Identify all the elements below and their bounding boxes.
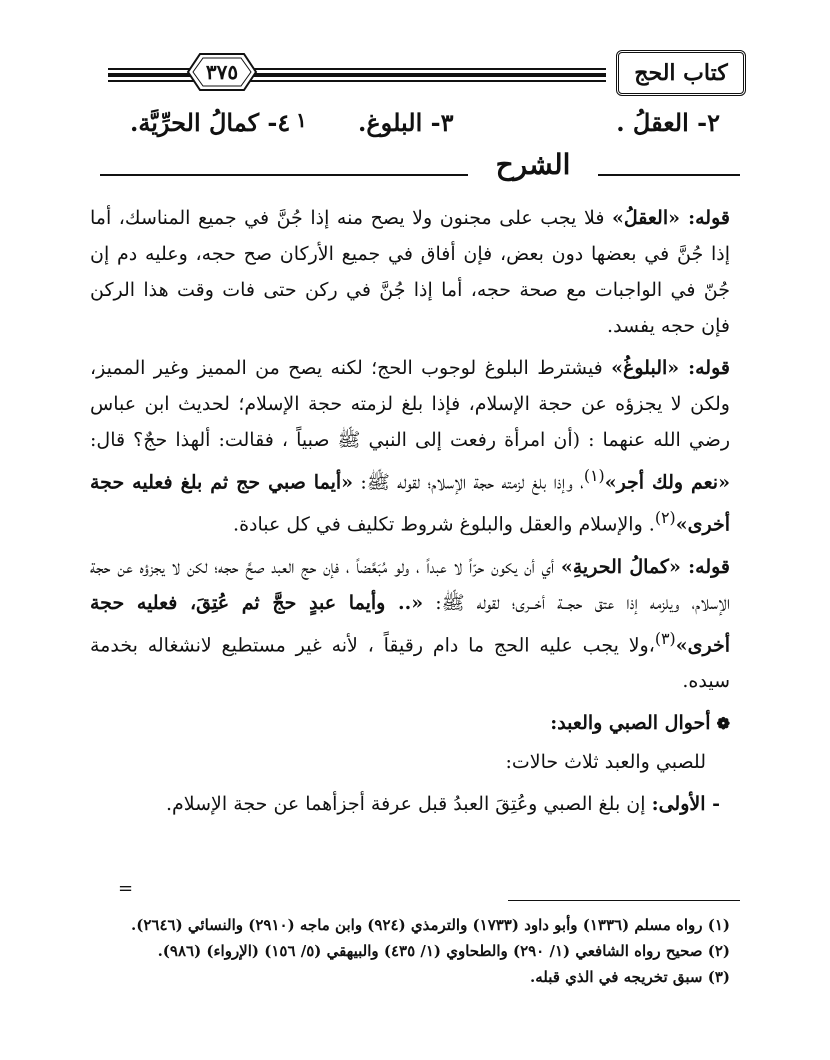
paragraph-text: أي أن يكون حرّاً لا عبداً ، ولو مُبَعَّضاً ، فإن حج العبد صحَّ حجه؛ لكن لا يجزؤه عن حجة الإسلام، ويلزمه إذا عتق حجــة أخــرى؛ لقوله ﷺ: [90,555,730,614]
hadith-quote: «نعم ولك أجر» [604,471,730,494]
condition-2: ٢- العقلُ . [616,108,720,137]
footnote-1: (١) رواه مسلم (١٣٣٦) وأبو داود (١٧٣٣) والترمذي (٩٢٤) وابن ماجه (٢٩١٠) والنسائي (٢٦٤٦). [131,916,730,934]
state-lead: - الأولى: [651,792,720,815]
condition-4: ٤- كمالُ الحرِّيَّة. [130,108,291,137]
footnote-rule [508,900,740,901]
paragraph-text: فلا يجب على مجنون ولا يصح منه إذا جُنَّ في جميع المناسك، أما إذا جُنَّ في بعضها دون بعض، فإن أفاق في جميع الأركان صح حجه، وعليه دم إن جُنّ في الواجبات مع صحة حجه، أما إذا جُنَّ في ركن حتى فات وقت هذا الركن فإن حجه يفسد. [90,207,730,337]
heading-rule-right [598,174,740,176]
state-first [90,786,720,822]
paragraph-hurriya [90,549,730,699]
heading-rule-left [100,174,468,176]
subheading [90,705,730,742]
paragraph-text: فيشترط البلوغ لوجوب الحج؛ لكنه يصح من المميز وغير المميز، ولكن لا يجزؤه عن حجة الإسلام، فإذا بلغ لزمته حجة الإسلام؛ لحديث ابن عباس رضي الله عنهما : (أن امرأة رفعت إلى النبي ﷺ صبياً ، فقالت: ألهذا حجٌ؟ قال: [90,357,730,451]
paragraph-text: ، وإذا بلغ لزمته حجة الإسلام؛ لقوله ﷺ: [353,471,584,494]
paragraph-lead: قوله: «البلوغُ» [611,357,730,379]
paragraph-text: ،ولا يجب عليه الحج ما دام رقيقاً ، لأنه غير مستطيع لانشغاله بخدمة سيده. [90,633,730,692]
commentary-body [90,200,730,828]
subheading-text: أحوال الصبي والعبد: [550,711,711,734]
hadith-quote: «أيما صبي حج ثم بلغ فعليه حجة أخرى» [90,471,730,536]
condition-3: ٣- البلوغ. [358,108,454,137]
page-number-badge [186,52,258,92]
flower-icon: ❁ [716,713,730,733]
page-number: ٣٧٥ [205,60,239,84]
continuation-mark: = [118,878,134,899]
footnote-ref[interactable]: (٣) [654,628,676,648]
paragraph-aql [90,200,730,344]
hadith-quote: «.. وأيما عبدٍ حجَّ ثم عُتِقَ، فعليه حجة أخرى» [90,591,730,656]
footnote-ref[interactable]: (٢) [654,508,676,528]
paragraph-text: . والإسلام والعقل والبلوغ شروط تكليف في كل عبادة. [233,513,655,536]
book-title: كتاب الحج [616,50,746,96]
footnote-2: (٢) صحيح رواه الشافعي (١/ ٢٩٠) والطحاوي (١/ ٤٣٥) والبيهقي (٥/ ١٥٦) (الإرواء) (٩٨٦). [157,942,730,960]
footnote-3: (٣) سبق تخريجه في الذي قبله. [530,968,730,986]
condition-separator: ١ [296,108,307,132]
paragraph-lead: قوله: «كمالُ الحريةِ» [560,555,731,578]
footnote-ref[interactable]: (١) [583,466,605,485]
section-title: الشرح [495,148,571,181]
footnotes [90,912,730,990]
section-heading [100,148,740,192]
state-text: إن بلغ الصبي وعُتِقَ العبدُ قبل عرفة أجزأهما عن حجة الإسلام. [166,792,652,815]
paragraph-buloogh [90,350,730,543]
states-intro: للصبي والعبد ثلاث حالات: [505,750,706,773]
header-rule [108,68,606,85]
paragraph-lead: قوله: «العقلُ» [611,207,730,229]
